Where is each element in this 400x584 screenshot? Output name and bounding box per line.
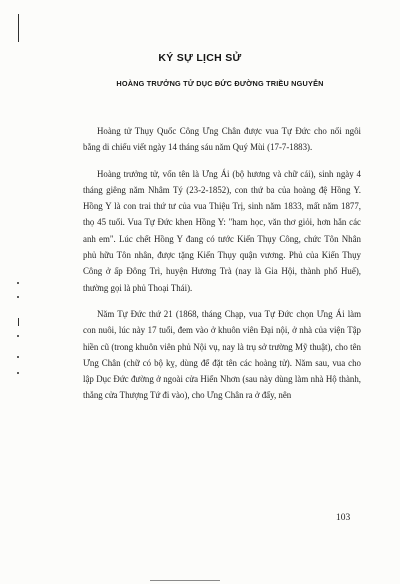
paragraph-1: Hoàng tử Thụy Quốc Công Ưng Chân được vua Tự Đức cho nối ngôi bằng di chiếu viết ngày 14 tháng sáu năm Quý Mùi (17-7-1883). bbox=[83, 126, 361, 153]
scan-margin-mark bbox=[18, 14, 19, 42]
scan-speck bbox=[17, 282, 19, 284]
paragraph-3: Năm Tự Đức thứ 21 (1868, tháng Chạp, vua Tự Đức chọn Ưng Ái làm con nuôi, lúc này 17 tuổi, đem vào ở khuôn viên Đại nội, ở nhà của viện Tập hiền cũ (trong khuôn viên phủ Nội vụ, nay là trụ sở trường Mỹ thuật), cho tên Ưng Chân (chữ có bộ kỵ, dùng để đặt tên các hoàng tử). Năm sau, vua cho lập Dục Đức đường ở ngoài cửa Hiển Nhơn (sau này dùng làm nhà Hộ thành, thẳng cửa Thượng Tứ đi vào), cho Ưng Chân ra ở đấy, nên bbox=[83, 308, 361, 401]
scan-speck bbox=[17, 335, 19, 337]
paragraph-2: Hoàng trưởng tử, vốn tên là Ưng Ái (bộ hương và chữ cái), sinh ngày 4 tháng giêng năm Nhâm Tý (23-2-1852), con thứ ba của hoàng đệ Hồng Y. Hồng Y là con trai thứ tư của vua Thiệu Trị, sinh năm 1833, mất năm 1877, thọ 45 tuổi. Vua Tự Đức khen Hồng Y: "ham học, văn thơ giỏi, hơn hẳn các anh em". Lúc chết Hồng Y đang có tước Kiến Thụy Công, chức Tôn Nhân phủ hữu Tôn nhân, được tặng Kiến Thụy quận vương. Phủ của Kiến Thụy Công ở ấp Đông Trì, huyện Hương Trà (nay là Gia Hội, thành phố Huế), thường gọi là phủ Thoại Thái). bbox=[83, 168, 361, 293]
scan-speck bbox=[17, 356, 19, 358]
scan-bottom-edge bbox=[150, 580, 220, 581]
scan-speck bbox=[17, 296, 19, 298]
body-text bbox=[83, 123, 361, 404]
scan-margin-mark bbox=[18, 318, 19, 326]
section-title: KÝ SỰ LỊCH SỬ bbox=[158, 52, 242, 64]
scan-speck bbox=[17, 372, 19, 374]
chapter-heading: HOÀNG TRƯỞNG TỬ DỤC ĐỨC ĐƯỜNG TRIỀU NGUYỄN bbox=[116, 79, 324, 88]
page-number: 103 bbox=[336, 513, 351, 523]
